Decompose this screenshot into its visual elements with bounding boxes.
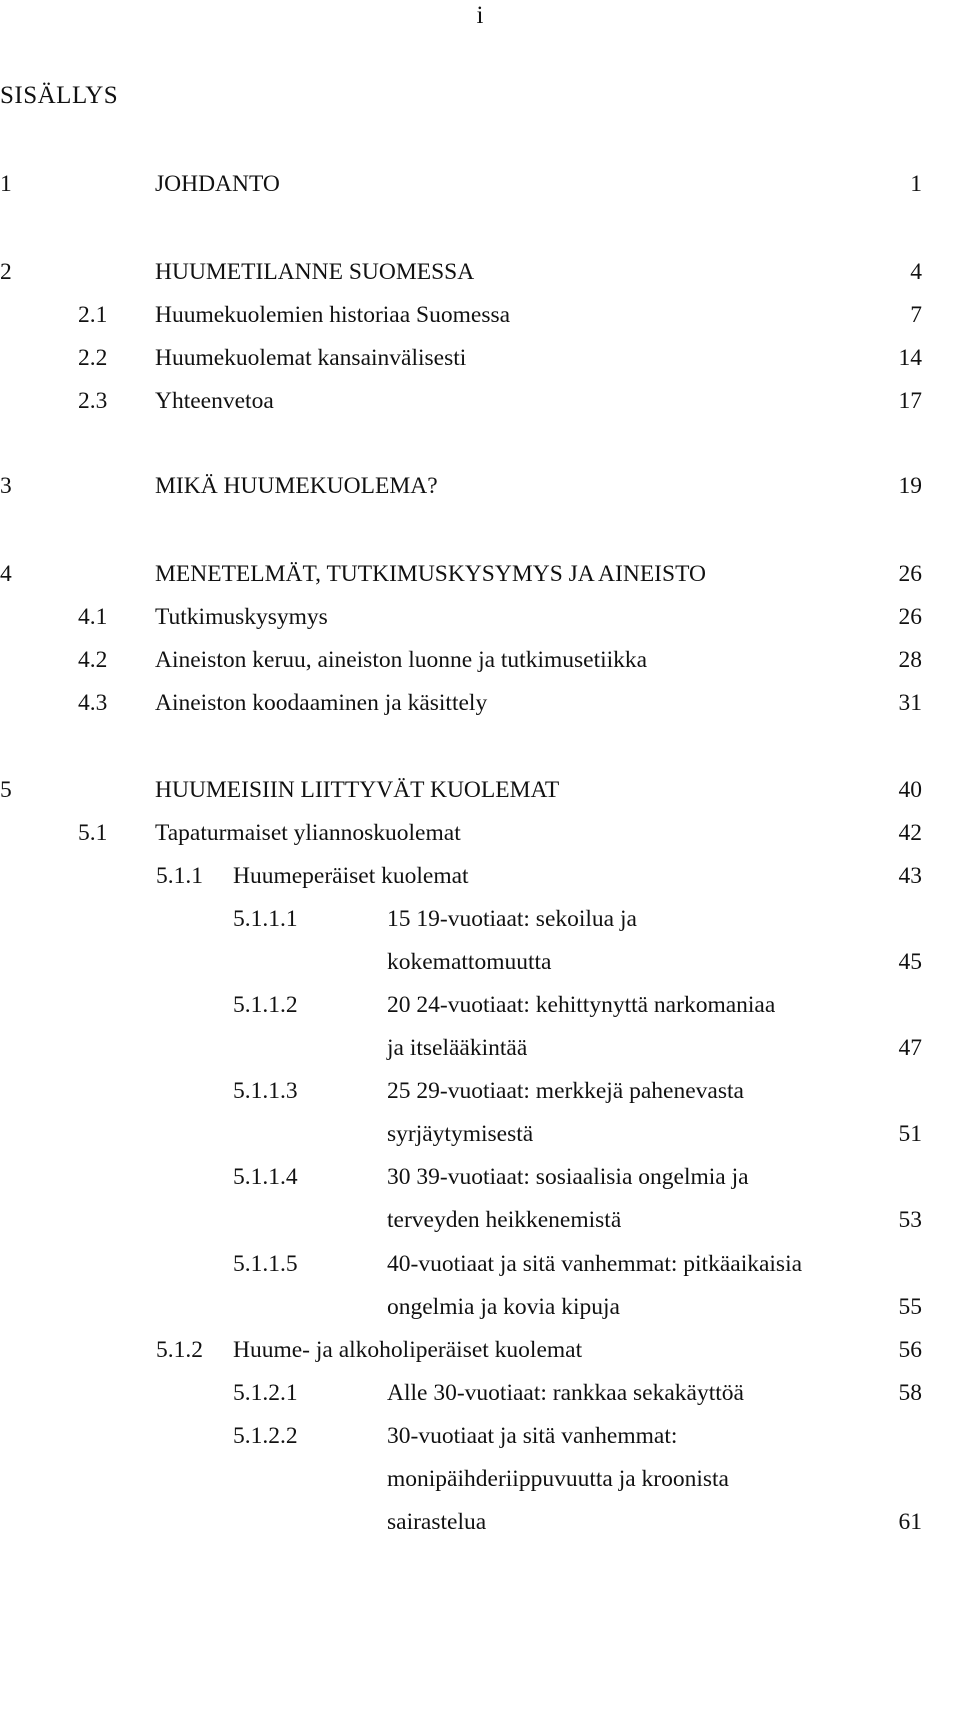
entry-title: Yhteenvetoa [155, 388, 274, 414]
entry-number: 5.1.2.1 [233, 1380, 298, 1406]
entry-title: terveyden heikkenemistä [387, 1207, 622, 1233]
entry-number: 5.1.1.3 [233, 1078, 298, 1104]
toc-entry [0, 774, 960, 806]
entry-page: 51 [898, 1121, 922, 1147]
entry-title: 25 29-vuotiaat: merkkejä pahenevasta [387, 1078, 744, 1104]
entry-title: Tutkimuskysymys [155, 604, 328, 630]
toc-entry [0, 1377, 960, 1409]
entry-title: monipäihderiippuvuutta ja kroonista [387, 1466, 729, 1492]
entry-number: 5.1.2.2 [233, 1423, 298, 1449]
entry-page: 28 [898, 647, 922, 673]
toc-entry [0, 1334, 960, 1366]
toc-entry [0, 687, 960, 719]
toc-entry [0, 644, 960, 676]
entry-page: 1 [910, 171, 922, 197]
entry-number: 2.2 [78, 345, 108, 371]
entry-number: 3 [0, 473, 12, 499]
entry-title: Huumekuolemat kansainvälisesti [155, 345, 467, 371]
entry-page: 58 [898, 1380, 922, 1406]
entry-title: HUUMEISIIN LIITTYVÄT KUOLEMAT [155, 777, 560, 803]
toc-entry [0, 1204, 960, 1236]
toc-entry [0, 1161, 960, 1193]
entry-title: syrjäytymisestä [387, 1121, 534, 1147]
entry-number: 4.2 [78, 647, 108, 673]
entry-page: 47 [898, 1035, 922, 1061]
entry-title: Tapaturmaiset yliannoskuolemat [155, 820, 461, 846]
entry-number: 5.1.1 [156, 863, 203, 889]
entry-title: MIKÄ HUUMEKUOLEMA? [155, 473, 438, 499]
toc-entry [0, 385, 960, 417]
entry-page: 56 [898, 1337, 922, 1363]
toc-entry [0, 860, 960, 892]
entry-page: 4 [910, 259, 922, 285]
entry-title: ja itselääkintää [387, 1035, 528, 1061]
entry-number: 5.1.1.4 [233, 1164, 298, 1190]
entry-title: Huumeperäiset kuolemat [233, 863, 469, 889]
entry-number: 4.3 [78, 690, 108, 716]
toc-entry [0, 1463, 960, 1495]
entry-page: 31 [898, 690, 922, 716]
toc-entry [0, 989, 960, 1021]
entry-title: 40-vuotiaat ja sitä vanhemmat: pitkäaikaisia [387, 1251, 803, 1277]
entry-number: 5.1.1.1 [233, 906, 298, 932]
entry-number: 2.1 [78, 302, 108, 328]
entry-page: 26 [898, 604, 922, 630]
entry-title: 15 19-vuotiaat: sekoilua ja [387, 906, 637, 932]
entry-title: sairastelua [387, 1509, 487, 1535]
toc-entry [0, 946, 960, 978]
toc-entry [0, 1420, 960, 1452]
entry-title: 30-vuotiaat ja sitä vanhemmat: [387, 1423, 678, 1449]
entry-title: Huumekuolemien historiaa Suomessa [155, 302, 511, 328]
toc-entry [0, 342, 960, 374]
entry-number: 5.1.1.2 [233, 992, 298, 1018]
toc-entry [0, 256, 960, 288]
toc-entry [0, 601, 960, 633]
entry-number: 1 [0, 171, 12, 197]
entry-title: Alle 30-vuotiaat: rankkaa sekakäyttöä [387, 1380, 744, 1406]
entry-number: 2 [0, 259, 12, 285]
toc-entry [0, 299, 960, 331]
page-title: SISÄLLYS [0, 82, 119, 109]
entry-number: 5.1.2 [156, 1337, 203, 1363]
toc-entry [0, 1248, 960, 1280]
entry-number: 5 [0, 777, 12, 803]
entry-page: 40 [898, 777, 922, 803]
entry-title: kokemattomuutta [387, 949, 552, 975]
toc-entry [0, 1291, 960, 1323]
entry-title: 20 24-vuotiaat: kehittynyttä narkomaniaa [387, 992, 776, 1018]
entry-number: 5.1 [78, 820, 108, 846]
entry-number: 5.1.1.5 [233, 1251, 298, 1277]
entry-page: 43 [898, 863, 922, 889]
entry-page: 61 [898, 1509, 922, 1535]
entry-page: 42 [898, 820, 922, 846]
entry-page: 19 [898, 473, 922, 499]
entry-page: 17 [898, 388, 922, 414]
toc-entry [0, 1075, 960, 1107]
toc-entry [0, 470, 960, 502]
entry-title: HUUMETILANNE SUOMESSA [155, 259, 475, 285]
entry-title: Aineiston koodaaminen ja käsittely [155, 690, 488, 716]
entry-page: 55 [898, 1294, 922, 1320]
toc-entry [0, 817, 960, 849]
entry-title: 30 39-vuotiaat: sosiaalisia ongelmia ja [387, 1164, 749, 1190]
entry-page: 45 [898, 949, 922, 975]
entry-number: 4.1 [78, 604, 108, 630]
page-number: i [476, 2, 484, 29]
entry-page: 53 [898, 1207, 922, 1233]
entry-title: Aineiston keruu, aineiston luonne ja tutkimusetiikka [155, 647, 648, 673]
entry-title: JOHDANTO [155, 171, 280, 197]
toc-entry [0, 1032, 960, 1064]
toc-entry [0, 558, 960, 590]
toc-entry [0, 1506, 960, 1538]
entry-page: 14 [898, 345, 922, 371]
entry-number: 4 [0, 561, 12, 587]
toc-entry [0, 903, 960, 935]
entry-page: 26 [898, 561, 922, 587]
toc-entry [0, 1118, 960, 1150]
entry-title: ongelmia ja kovia kipuja [387, 1294, 620, 1320]
entry-title: Huume- ja alkoholiperäiset kuolemat [233, 1337, 583, 1363]
toc-entry [0, 168, 960, 200]
entry-page: 7 [910, 302, 922, 328]
entry-number: 2.3 [78, 388, 108, 414]
entry-title: MENETELMÄT, TUTKIMUSKYSYMYS JA AINEISTO [155, 561, 706, 587]
